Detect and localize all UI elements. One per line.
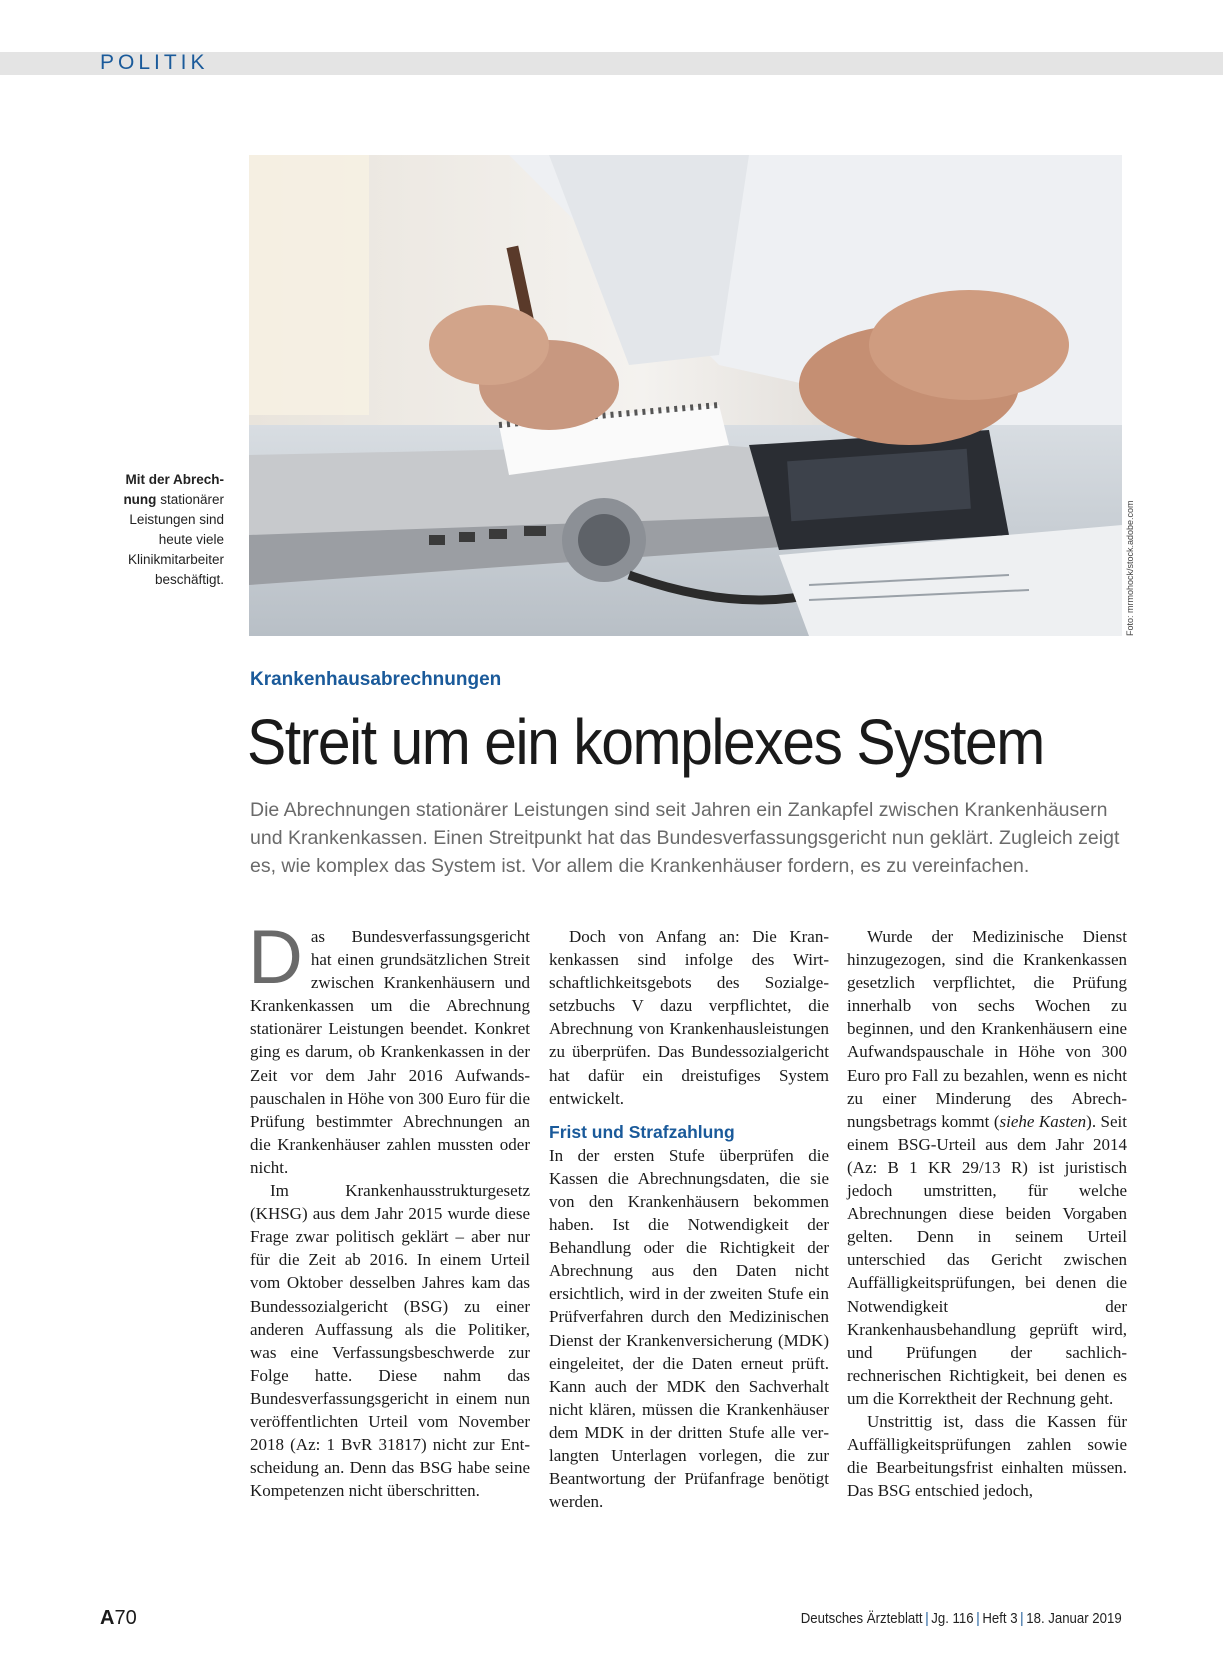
- article-headline: Streit um ein komplexes System: [247, 706, 1044, 778]
- journal-issue: Heft 3: [982, 1610, 1018, 1627]
- journal-name: Deutsches Ärzteblatt: [801, 1610, 923, 1627]
- drop-cap: D: [248, 915, 303, 1000]
- section-label: POLITIK: [100, 51, 209, 74]
- paragraph: Doch von Anfang an: Die Krankenkassen sind infolge des Wirtschaftlichkeitsgebots des Sozialgesetzbuchs V dazu verpflichtet, die Abrechnung von Krankenhausleistungen zu überprüfen. Das Bundessozialgericht hat dafür ein dreistufiges System entwickelt.: [549, 927, 829, 1108]
- article-photo: [249, 155, 1122, 636]
- photo-credit: Foto: mrmohock/stock.adobe.com: [1125, 500, 1135, 636]
- journal-footer: Deutsches Ärzteblatt | Jg. 116 | Heft 3 | 18. Januar 2019: [801, 1610, 1122, 1627]
- photo-illustration: [249, 155, 1122, 636]
- paragraph: Im Krankenhausstrukturgesetz (KHSG) aus dem Jahr 2015 wurde diese Frage zwar politisch geklärt – aber nur für die Zeit ab 2016. In einem Urteil vom Oktober desselben Jahres kam das Bundessozialgericht (BSG) zu einer anderen Auffassung als die Politiker, was eine Verfassungsbeschwerde zur Folge hatte. Diese nahm das Bundesverfassungsgericht in einem nun veröffentlichten Urteil vom November 2018 (Az: 1 BvR 31817) nicht zur Entscheidung an. Denn das BSG habe seine Kompetenzen nicht überschritten.: [250, 1181, 530, 1501]
- journal-volume: Jg. 116: [931, 1610, 974, 1627]
- body-column-1: [248, 915, 530, 1502]
- paragraph: In der ersten Stufe überprüfen die Kassen die Abrechnungsdaten, die sie von den Krankenhäusern bekommen haben. Ist die Notwendigkeit der Behandlung oder die Richtigkeit der Abrechnung aus den Daten nicht ersichtlich, wird in der zweiten Stufe ein Prüfverfahren durch den Medizinischen Dienst der Krankenversicherung (MDK) eingeleitet, der die Daten erneut prüft. Kann auch der MDK den Sachverhalt nicht klären, müssen die Krankenhäuser dem MDK in der dritten Stufe alle verlangten Unterlagen vorlegen, die zur Beantwortung der Prüfanfrage benötigt werden.: [549, 1145, 829, 1512]
- photo-caption: [100, 470, 224, 590]
- body-column-2: [549, 925, 829, 1513]
- body-column-3: [847, 925, 1127, 1502]
- caption-bold: Mit der Abrech-nung: [123, 472, 224, 507]
- box-reference: siehe Kasten: [999, 1111, 1087, 1131]
- paragraph-text: Wurde der Medizinische Dienst hinzugezogen, sind die Krankenkassen gesetzlich verpflichtet, die Prüfung innerhalb von sechs Wochen zu beginnen, und den Krankenhäusern eine Aufwandspauschale in Höhe von 300 Euro pro Fall zu bezahlen, wenn es nicht zu einer Minderung des Abrechnungsbetrags kommt (: [847, 927, 1127, 1131]
- paragraph: Unstrittig ist, dass die Kassen für Auffälligkeitsprüfungen zahlen sowie die Bearbeitungsfrist einhalten müssen. Das BSG entschied jedoch,: [847, 1411, 1127, 1501]
- subheading: Frist und Strafzahlung: [549, 1121, 735, 1142]
- caption-text: stationärer Leistungen sind heute viele Klinikmitarbeiter beschäftigt.: [127, 492, 224, 587]
- journal-date: 18. Januar 2019: [1026, 1610, 1122, 1627]
- paragraph-text: ). Seit einem BSG-Urteil aus dem Jahr 2014 (Az: B 1 KR 29/13 R) ist juristisch jedoch umstritten, für welche Abrechnungen diese beiden Vorgaben gelten. Denn in seinem Urteil unterschied das Gericht zwischen Auffälligkeitsprüfungen, bei denen die Notwendigkeit der Krankenhausbehandlung geprüft wird, und Prüfungen der sachlich-rechnerischen Richtigkeit, bei denen es um die Korrektheit der Rechnung geht.: [847, 1111, 1127, 1408]
- page-prefix: A: [100, 1607, 115, 1629]
- article-kicker: Krankenhausabrechnungen: [250, 669, 502, 690]
- paragraph: [847, 925, 1127, 1410]
- page-number-value: 70: [114, 1607, 137, 1629]
- page-number: [100, 1605, 137, 1631]
- paragraph-text: as Bundesverfassungsgericht hat einen grundsätzlichen Streit zwischen Krankenhäusern und Krankenkassen um die Abrechnung stationärer Leistungen beendet. Konkret ging es darum, ob Krankenkassen in der Zeit vor dem Jahr 2016 Aufwandspauschalen in Höhe von 300 Euro für die Prüfung bestimmter Abrechnungen an die Krankenhäuser zahlen mussten oder nicht.: [250, 927, 530, 1177]
- paragraph: [248, 915, 530, 1179]
- article-lead: Die Abrechnungen stationärer Leistungen sind seit Jahren ein Zankapfel zwischen Krankenhäusern und Krankenkassen. Einen Streitpunkt hat das Bundesverfassungsgericht nun geklärt. Zugleich zeigt es, wie komplex das System ist. Vor allem die Krankenhäuser fordern, es zu vereinfachen.: [250, 799, 1120, 877]
